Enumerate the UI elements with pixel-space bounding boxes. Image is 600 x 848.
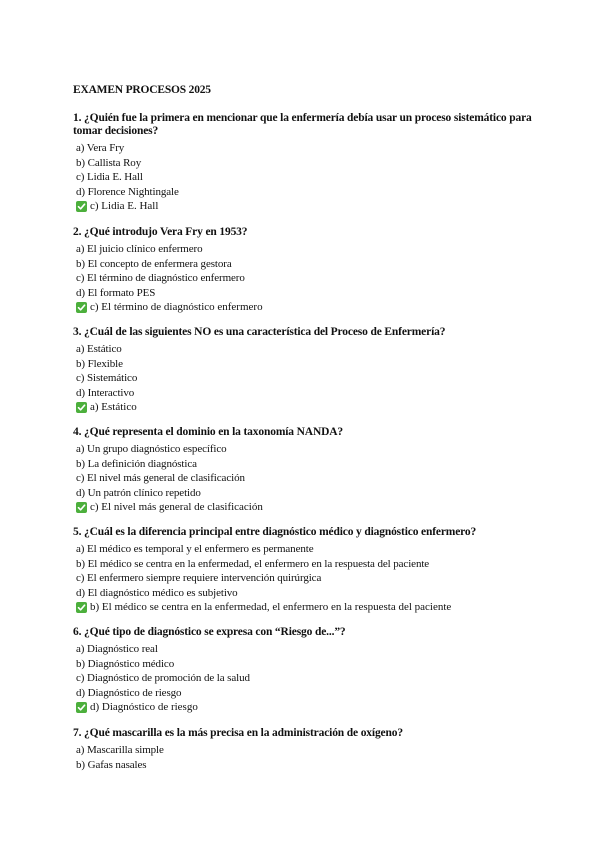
option-d: d) Florence Nightingale	[76, 185, 179, 198]
answer-text: a) Estático	[90, 401, 137, 414]
answer-text: d) Diagnóstico de riesgo	[90, 701, 198, 714]
correct-answer	[76, 199, 533, 214]
option-a: a) El médico es temporal y el enfermero es permanente	[76, 543, 314, 555]
question-7	[73, 727, 533, 772]
option-b: b) La definición diagnóstica	[76, 457, 197, 470]
question-5	[73, 526, 533, 615]
check-mark-icon	[76, 602, 87, 613]
correct-answer	[76, 600, 533, 615]
option-a: a) Diagnóstico real	[76, 643, 158, 655]
option-b: b) El concepto de enfermera gestora	[76, 257, 232, 270]
option-c: c) Sistemático	[76, 372, 138, 385]
option-b: b) Flexible	[76, 357, 123, 370]
question-text: 3. ¿Cuál de las siguientes NO es una característica del Proceso de Enfermería?	[73, 326, 446, 338]
option-a: a) Mascarilla simple	[76, 744, 164, 756]
question-text: 2. ¿Qué introdujo Vera Fry en 1953?	[73, 226, 248, 238]
option-d: d) Interactivo	[76, 386, 135, 399]
question-text: 1. ¿Quién fue la primera en mencionar que la enfermería debía usar un proceso sistemático para tomar decisiones?	[73, 112, 532, 137]
question-text: 4. ¿Qué representa el dominio en la taxonomía NANDA?	[73, 426, 344, 438]
option-d: d) Un patrón clínico repetido	[76, 486, 201, 499]
option-a: a) El juicio clínico enfermero	[76, 243, 203, 255]
option-a: a) Un grupo diagnóstico específico	[76, 443, 227, 455]
option-c: c) Diagnóstico de promoción de la salud	[76, 672, 250, 685]
question-6	[73, 626, 533, 715]
correct-answer	[76, 300, 533, 315]
option-a: a) Estático	[76, 343, 122, 355]
option-c: c) Lidia E. Hall	[76, 171, 143, 184]
option-d: d) Diagnóstico de riesgo	[76, 686, 182, 699]
option-b: b) Gafas nasales	[76, 758, 147, 771]
question-text: 7. ¿Qué mascarilla es la más precisa en la administración de oxígeno?	[73, 727, 403, 739]
question-4	[73, 426, 533, 515]
question-1	[73, 112, 533, 214]
check-mark-icon	[76, 702, 87, 713]
answer-text: c) El término de diagnóstico enfermero	[90, 301, 263, 314]
question-2	[73, 226, 533, 315]
correct-answer	[76, 400, 533, 415]
exam-title: EXAMEN PROCESOS 2025	[73, 84, 211, 96]
question-text: 5. ¿Cuál es la diferencia principal entre diagnóstico médico y diagnóstico enfermero?	[73, 526, 477, 538]
option-c: c) El nivel más general de clasificación	[76, 472, 245, 485]
question-text: 6. ¿Qué tipo de diagnóstico se expresa con “Riesgo de...”?	[73, 626, 346, 638]
option-a: a) Vera Fry	[76, 142, 125, 154]
check-mark-icon	[76, 302, 87, 313]
answer-text: b) El médico se centra en la enfermedad, el enfermero en la respuesta del paciente	[90, 601, 452, 614]
option-d: d) El formato PES	[76, 286, 156, 299]
option-b: b) Callista Roy	[76, 156, 142, 169]
option-c: c) El enfermero siempre requiere intervención quirúrgica	[76, 572, 322, 585]
answer-text: c) Lidia E. Hall	[90, 200, 159, 213]
option-b: b) El médico se centra en la enfermedad, el enfermero en la respuesta del paciente	[76, 557, 430, 570]
correct-answer	[76, 500, 533, 515]
question-3	[73, 326, 533, 415]
check-mark-icon	[76, 502, 87, 513]
option-d: d) El diagnóstico médico es subjetivo	[76, 586, 238, 599]
check-mark-icon	[76, 402, 87, 413]
check-mark-icon	[76, 201, 87, 212]
answer-text: c) El nivel más general de clasificación	[90, 501, 263, 514]
option-c: c) El término de diagnóstico enfermero	[76, 272, 245, 285]
correct-answer	[76, 700, 533, 715]
option-b: b) Diagnóstico médico	[76, 657, 175, 670]
